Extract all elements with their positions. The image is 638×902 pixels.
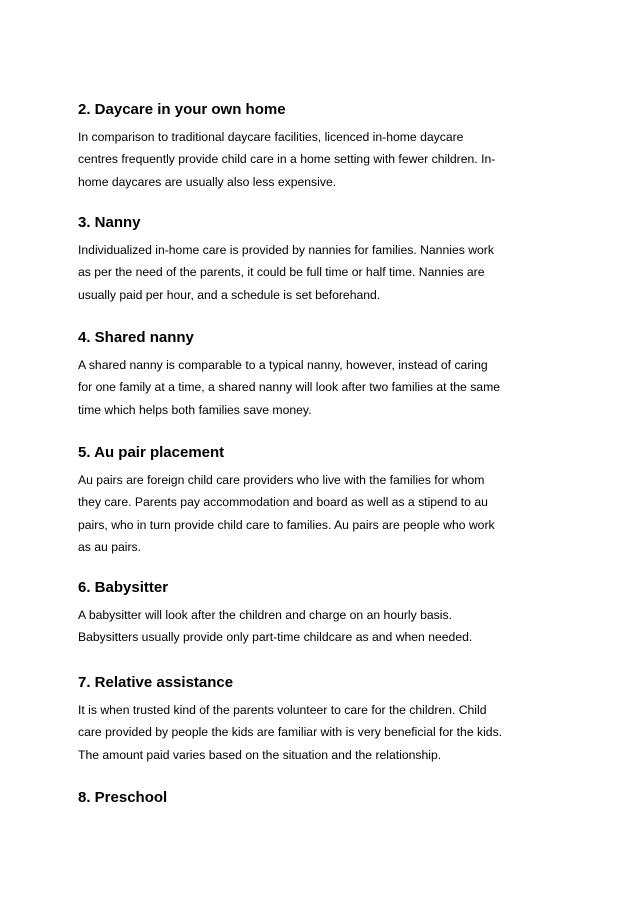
section-heading: 2. Daycare in your own home xyxy=(78,101,286,118)
section-body: A babysitter will look after the children and charge on an hourly basis. Babysitters usually provide only part-time childcare as and when needed. xyxy=(78,608,473,645)
section-body: It is when trusted kind of the parents volunteer to care for the children. Child care provided by people the kids are familiar with is very beneficial for the kids. The amount paid varies based on the situation and the relationship. xyxy=(78,703,503,762)
section-heading: 4. Shared nanny xyxy=(78,329,194,346)
section-heading: 6. Babysitter xyxy=(78,579,169,596)
section-body: Au pairs are foreign child care providers who live with the families for whom they care. Parents pay accommodation and board as well as a stipend to au pairs, who in turn provide child care to families. Au pairs are people who work as au pairs. xyxy=(78,473,495,555)
section-relative-assistance xyxy=(78,673,568,766)
section-heading: 8. Preschool xyxy=(78,789,168,806)
section-body: In comparison to traditional daycare facilities, licenced in-home daycare centres frequently provide child care in a home setting with fewer children. In- home daycares are usually also less expensive. xyxy=(78,130,496,189)
section-shared-nanny xyxy=(78,328,568,421)
section-heading: 5. Au pair placement xyxy=(78,444,225,461)
section-heading: 7. Relative assistance xyxy=(78,674,234,691)
section-preschool xyxy=(78,788,568,808)
section-daycare-own-home xyxy=(78,100,568,193)
section-babysitter xyxy=(78,578,568,649)
section-nanny xyxy=(78,213,568,306)
section-au-pair-placement xyxy=(78,443,568,559)
section-body: Individualized in-home care is provided by nannies for families. Nannies work as per the need of the parents, it could be full time or half time. Nannies are usually paid per hour, and a schedule is set beforehand. xyxy=(78,243,494,302)
section-body: A shared nanny is comparable to a typical nanny, however, instead of caring for one family at a time, a shared nanny will look after two families at the same time which helps both families save money. xyxy=(78,358,501,417)
section-heading: 3. Nanny xyxy=(78,214,141,231)
